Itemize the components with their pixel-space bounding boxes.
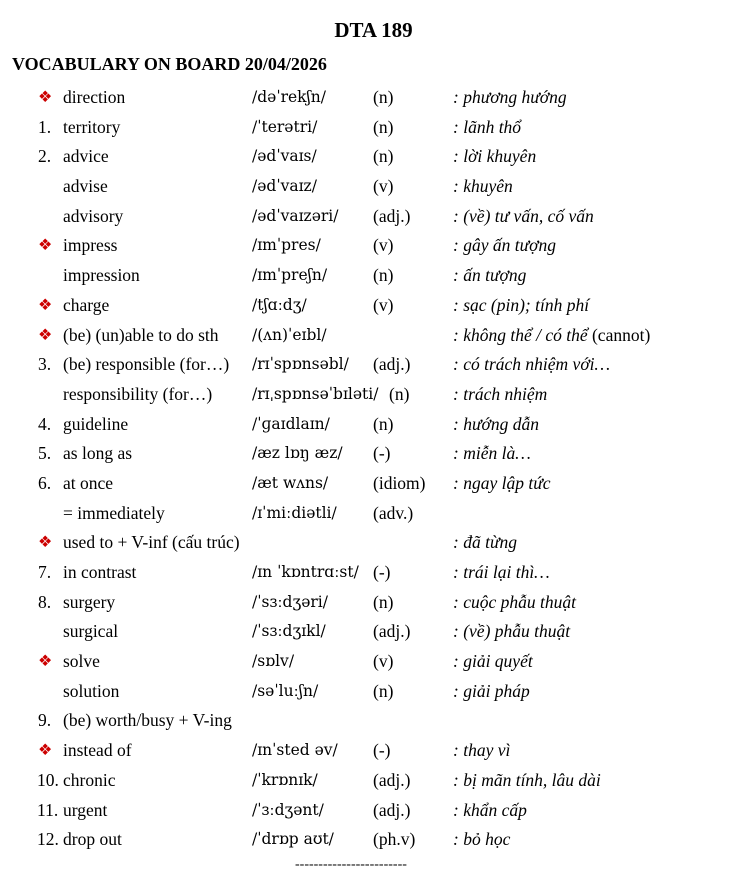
diamond-icon: ❖ <box>38 742 53 760</box>
vocab-row <box>0 380 747 410</box>
vocab-word: charge <box>63 294 110 315</box>
diamond-icon: ❖ <box>38 237 53 255</box>
vocab-word: advice <box>63 146 109 167</box>
vocab-row <box>0 439 747 469</box>
vocab-part-of-speech: (n) <box>373 116 394 137</box>
vocab-word: surgical <box>63 621 119 642</box>
vocab-meaning-text: : lãnh thổ <box>453 116 522 137</box>
vocab-meaning-text: : khẩn cấp <box>453 799 527 820</box>
vocab-meaning-text: : bỏ học <box>453 829 511 850</box>
vocab-meaning-text: : có trách nhiệm với… <box>453 354 611 375</box>
diamond-icon: ❖ <box>38 653 53 671</box>
document-subtitle: VOCABULARY ON BOARD 20/04/2026 <box>12 54 327 74</box>
vocab-word: instead of <box>63 740 132 761</box>
vocab-meaning-note: (cannot) <box>587 324 651 345</box>
vocab-row <box>0 350 747 380</box>
vocab-row <box>0 261 747 291</box>
vocab-meaning <box>453 202 594 232</box>
diamond-icon: ❖ <box>38 326 53 344</box>
item-number: 4. <box>38 413 52 434</box>
vocab-meaning <box>453 558 550 588</box>
vocab-pronunciation: /ˈɡaɪdlaɪn/ <box>252 414 330 433</box>
vocab-word: = immediately <box>63 502 165 523</box>
vocab-pronunciation: /rɪˈspɒnsəbl/ <box>252 355 349 374</box>
vocab-part-of-speech: (v) <box>373 176 394 197</box>
vocab-row <box>0 291 747 321</box>
vocab-pronunciation: /ˈdrɒp aʊt/ <box>252 830 334 849</box>
vocab-word: (be) worth/busy + V-ing <box>63 710 232 731</box>
vocab-row <box>0 736 747 766</box>
vocab-part-of-speech: (adj.) <box>373 799 411 820</box>
vocab-part-of-speech: (adj.) <box>373 621 411 642</box>
vocab-word: impression <box>63 265 140 286</box>
vocab-word: (be) (un)able to do sth <box>63 324 219 345</box>
vocab-row <box>0 321 747 351</box>
vocab-meaning-text: : (về) tư vấn, cố vấn <box>453 205 594 226</box>
vocab-word: solution <box>63 680 120 701</box>
vocab-meaning <box>453 469 551 499</box>
vocab-meaning-text: : thay vì <box>453 740 511 761</box>
document-title: DTA 189 <box>334 18 413 42</box>
vocab-part-of-speech: (v) <box>373 294 394 315</box>
vocab-part-of-speech: (n) <box>373 146 394 167</box>
vocab-pronunciation: /(ʌn)ˈeɪbl/ <box>252 325 327 344</box>
vocab-meaning <box>453 83 567 113</box>
vocab-meaning <box>453 439 531 469</box>
vocab-meaning-text: : ấn tượng <box>453 265 527 286</box>
vocab-meaning-text: : miễn là… <box>453 443 531 464</box>
vocab-meaning <box>453 261 526 291</box>
vocab-meaning <box>453 231 556 261</box>
vocab-row <box>0 172 747 202</box>
vocab-meaning-text: : bị mãn tính, lâu dài <box>453 769 601 790</box>
vocab-meaning <box>453 410 539 440</box>
item-number: 10. <box>37 769 59 790</box>
vocab-meaning <box>453 766 601 796</box>
vocab-meaning-text: : đã từng <box>453 532 517 553</box>
vocab-word: in contrast <box>63 562 137 582</box>
vocab-row <box>0 588 747 618</box>
vocab-pronunciation: /ˈterətri/ <box>252 117 318 136</box>
vocab-pronunciation: /ˈsɜːdʒɪkl/ <box>252 622 326 641</box>
vocab-meaning-text: : phương hướng <box>453 87 567 107</box>
vocab-word: at once <box>63 472 114 493</box>
vocab-pronunciation: /ədˈvaɪs/ <box>252 147 317 166</box>
vocab-word: surgery <box>63 591 116 612</box>
vocab-pronunciation: /ədˈvaɪz/ <box>252 177 317 196</box>
vocab-part-of-speech: (adj.) <box>373 205 411 226</box>
vocab-pronunciation: /ˈsɜːdʒəri/ <box>252 592 328 611</box>
vocab-part-of-speech: (idiom) <box>373 472 426 493</box>
vocab-part-of-speech: (v) <box>373 235 394 256</box>
vocab-part-of-speech: (-) <box>373 740 391 761</box>
vocab-word: guideline <box>63 413 129 434</box>
vocab-row <box>0 796 747 826</box>
vocab-part-of-speech: (adj.) <box>373 769 411 790</box>
vocab-pronunciation: /ɪˈmiːdiətli/ <box>252 503 337 522</box>
vocab-meaning <box>453 736 510 766</box>
vocab-word: responsibility (for…) <box>63 383 213 404</box>
vocab-row <box>0 825 747 855</box>
vocab-row <box>0 558 747 588</box>
vocab-row <box>0 528 747 558</box>
vocab-row <box>0 142 747 172</box>
vocab-meaning-text: : ngay lập tức <box>453 472 551 493</box>
vocab-part-of-speech: (v) <box>373 651 394 672</box>
vocab-row <box>0 617 747 647</box>
vocab-pronunciation: /ˈɜːdʒənt/ <box>252 800 324 819</box>
vocab-word: impress <box>63 235 118 256</box>
footer-divider: ------------------------ <box>295 857 407 872</box>
vocab-meaning-text: : gây ấn tượng <box>453 235 556 256</box>
vocab-word: used to + V-inf (cấu trúc) <box>63 532 240 553</box>
item-number: 11. <box>37 799 59 820</box>
vocab-pronunciation: /rɪˌspɒnsəˈbɪləti/ <box>252 384 379 403</box>
vocab-pronunciation: /æt wʌns/ <box>252 473 329 492</box>
vocab-word: (be) responsible (for…) <box>63 354 230 375</box>
vocab-row <box>0 647 747 677</box>
vocab-meaning <box>453 825 510 855</box>
vocab-part-of-speech: (adj.) <box>373 354 411 375</box>
vocab-meaning <box>453 647 533 677</box>
vocab-row <box>0 410 747 440</box>
vocab-meaning-text: : trái lại thì… <box>453 562 550 582</box>
vocab-word: solve <box>63 651 100 672</box>
item-number: 1. <box>38 116 52 137</box>
vocab-meaning-text: : cuộc phẫu thuật <box>453 591 576 612</box>
vocab-pronunciation: /ɪmˈpres/ <box>252 236 321 255</box>
vocab-part-of-speech: (-) <box>373 443 391 464</box>
vocab-part-of-speech: (n) <box>373 591 394 612</box>
vocab-meaning-text: : giải pháp <box>453 680 530 701</box>
vocab-row <box>0 766 747 796</box>
vocab-pronunciation: /æz lɒŋ æz/ <box>252 444 343 463</box>
vocab-part-of-speech: (ph.v) <box>373 829 416 850</box>
vocab-row <box>0 83 747 113</box>
vocab-part-of-speech: (n) <box>373 265 394 286</box>
vocab-meaning <box>453 113 521 143</box>
vocab-meaning <box>453 528 517 558</box>
vocab-row <box>0 706 747 736</box>
vocab-row <box>0 499 747 529</box>
vocab-pronunciation: /ɪmˈpreʃn/ <box>252 266 328 285</box>
vocab-meaning <box>453 677 530 707</box>
vocab-meaning <box>453 588 576 618</box>
vocab-row <box>0 677 747 707</box>
vocab-meaning <box>453 617 570 647</box>
vocab-word: as long as <box>63 443 133 464</box>
diamond-icon: ❖ <box>38 89 53 106</box>
diamond-icon: ❖ <box>38 296 53 314</box>
vocab-part-of-speech: (n) <box>373 87 394 107</box>
vocab-part-of-speech: (n) <box>389 383 410 404</box>
item-number: 8. <box>38 591 52 612</box>
vocab-meaning <box>453 142 536 172</box>
vocab-meaning <box>453 796 527 826</box>
vocab-meaning <box>453 380 547 410</box>
vocab-pronunciation: /tʃɑːdʒ/ <box>252 295 307 314</box>
vocab-pronunciation: /sɒlv/ <box>252 652 295 671</box>
vocab-row <box>0 202 747 232</box>
vocab-meaning-text: : hướng dẫn <box>453 413 539 434</box>
vocab-word: advise <box>63 176 108 197</box>
vocab-meaning-text: : (về) phẫu thuật <box>453 621 571 642</box>
vocab-meaning-text: : lời khuyên <box>453 146 537 167</box>
vocab-word: drop out <box>63 829 122 850</box>
item-number: 2. <box>38 146 52 167</box>
item-number: 5. <box>38 443 52 464</box>
vocab-part-of-speech: (adv.) <box>373 502 414 523</box>
vocab-part-of-speech: (-) <box>373 562 391 582</box>
item-number: 7. <box>38 562 52 582</box>
vocab-pronunciation: /ɪn ˈkɒntrɑːst/ <box>252 563 359 581</box>
vocab-pronunciation: /ɪnˈsted əv/ <box>252 741 338 760</box>
vocab-meaning-text: : sạc (pin); tính phí <box>453 294 590 315</box>
item-number: 3. <box>38 354 52 375</box>
vocab-pronunciation: /səˈluːʃn/ <box>252 681 319 700</box>
vocab-meaning <box>453 291 589 321</box>
vocab-pronunciation: /dəˈrekʃn/ <box>252 88 326 106</box>
vocabulary-list <box>0 83 747 855</box>
vocab-meaning-text: : trách nhiệm <box>453 383 548 404</box>
vocab-meaning <box>453 350 610 380</box>
vocab-row <box>0 469 747 499</box>
vocab-meaning-text: : khuyên <box>453 176 513 197</box>
item-number: 9. <box>38 710 52 731</box>
vocab-word: territory <box>63 116 121 137</box>
diamond-icon: ❖ <box>38 534 53 552</box>
vocab-pronunciation: /ədˈvaɪzəri/ <box>252 206 339 225</box>
vocab-word: direction <box>63 87 126 107</box>
item-number: 12. <box>37 829 59 850</box>
vocab-pronunciation: /ˈkrɒnɪk/ <box>252 770 318 789</box>
vocab-part-of-speech: (n) <box>373 680 394 701</box>
vocab-meaning <box>453 321 650 351</box>
vocab-meaning-text: : giải quyết <box>453 651 533 672</box>
vocab-word: advisory <box>63 205 124 226</box>
vocab-word: urgent <box>63 799 108 820</box>
vocab-row <box>0 113 747 143</box>
vocab-meaning <box>453 172 513 202</box>
vocab-meaning-text: : không thể / có thể <box>453 324 588 345</box>
vocab-row <box>0 231 747 261</box>
vocab-word: chronic <box>63 769 116 790</box>
item-number: 6. <box>38 472 52 493</box>
vocab-part-of-speech: (n) <box>373 413 394 434</box>
